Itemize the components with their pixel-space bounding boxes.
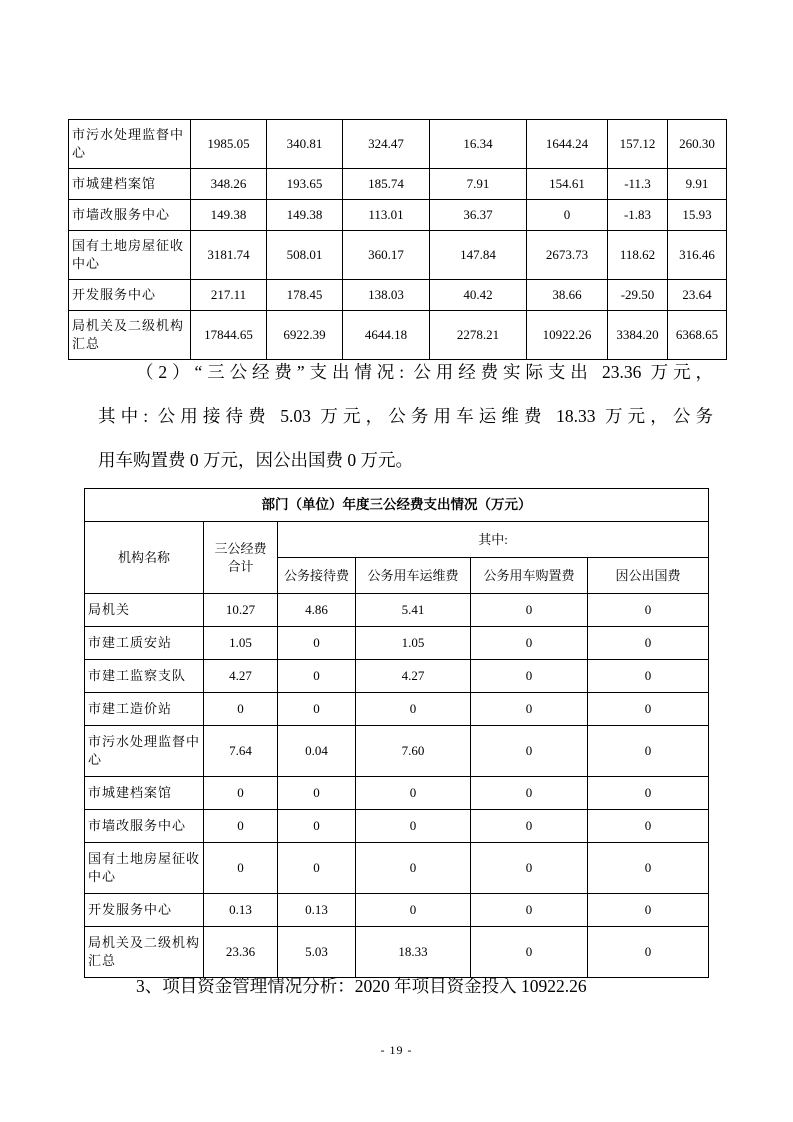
value-cell: 348.26 <box>191 169 267 200</box>
value-cell: 138.03 <box>343 280 430 311</box>
value-cell: 0 <box>356 894 471 927</box>
org-name-cell: 市建工质安站 <box>85 627 204 660</box>
value-cell: 260.30 <box>668 120 727 169</box>
org-name-cell: 开发服务中心 <box>69 280 191 311</box>
value-cell: 1985.05 <box>191 120 267 169</box>
value-cell: 4.86 <box>278 594 356 627</box>
value-cell: 0 <box>588 693 709 726</box>
value-cell: 17844.65 <box>191 311 267 360</box>
value-cell: 154.61 <box>527 169 608 200</box>
value-cell: 118.62 <box>608 231 668 280</box>
value-cell: 4644.18 <box>343 311 430 360</box>
value-cell: 0 <box>204 843 278 894</box>
value-cell: 157.12 <box>608 120 668 169</box>
value-cell: 0 <box>278 660 356 693</box>
total-header-line: 合计 <box>227 558 254 574</box>
vehicle-maintenance-header: 公务用车运维费 <box>356 558 471 594</box>
value-cell: 178.45 <box>267 280 343 311</box>
table-row <box>85 894 709 927</box>
table-row <box>85 726 709 777</box>
table-row <box>69 169 727 200</box>
value-cell: 0 <box>471 843 588 894</box>
table-row <box>85 810 709 843</box>
value-cell: 0 <box>588 660 709 693</box>
value-cell: 10922.26 <box>527 311 608 360</box>
value-cell: 5.03 <box>278 927 356 978</box>
value-cell: 0 <box>278 810 356 843</box>
value-cell: 0 <box>588 627 709 660</box>
value-cell: 316.46 <box>668 231 727 280</box>
value-cell: 0 <box>471 594 588 627</box>
table-row <box>69 120 727 169</box>
value-cell: 2673.73 <box>527 231 608 280</box>
table-row <box>85 594 709 627</box>
org-name-cell: 开发服务中心 <box>85 894 204 927</box>
value-cell: 149.38 <box>267 200 343 231</box>
value-cell: 0.13 <box>204 894 278 927</box>
value-cell: 0.13 <box>278 894 356 927</box>
org-name-header: 机构名称 <box>85 522 204 594</box>
table-title: 部门（单位）年度三公经费支出情况（万元） <box>85 489 709 522</box>
project-funds-line: 3、项目资金管理情况分析：2020 年项目资金投入 10922.26 <box>136 976 587 996</box>
value-cell: 3384.20 <box>608 311 668 360</box>
value-cell: 36.37 <box>430 200 527 231</box>
value-cell: 9.91 <box>668 169 727 200</box>
value-cell: 0 <box>588 726 709 777</box>
table-header-row-1 <box>85 522 709 558</box>
value-cell: 0 <box>471 660 588 693</box>
value-cell: 7.91 <box>430 169 527 200</box>
sangong-table-body <box>85 594 709 978</box>
value-cell: 0 <box>204 693 278 726</box>
table-row <box>85 693 709 726</box>
value-cell: 113.01 <box>343 200 430 231</box>
value-cell: 324.47 <box>343 120 430 169</box>
value-cell: 147.84 <box>430 231 527 280</box>
org-name-cell: 局机关及二级机构汇总 <box>69 311 191 360</box>
value-cell: -29.50 <box>608 280 668 311</box>
value-cell: 38.66 <box>527 280 608 311</box>
paragraph-line: 其中: 公用接待费 5.03 万元，公务用车运维费 18.33 万元，公务 <box>98 406 713 426</box>
value-cell: 0 <box>356 693 471 726</box>
value-cell: 15.93 <box>668 200 727 231</box>
value-cell: 0 <box>471 777 588 810</box>
value-cell: 217.11 <box>191 280 267 311</box>
org-name-cell: 局机关及二级机构汇总 <box>85 927 204 978</box>
value-cell: 0.04 <box>278 726 356 777</box>
among-which-header: 其中: <box>278 522 709 558</box>
value-cell: 6922.39 <box>267 311 343 360</box>
value-cell: 0 <box>588 894 709 927</box>
org-name-cell: 市墙改服务中心 <box>85 810 204 843</box>
value-cell: 0 <box>527 200 608 231</box>
org-name-cell: 市建工造价站 <box>85 693 204 726</box>
reception-fee-header: 公务接待费 <box>278 558 356 594</box>
org-name-cell: 市城建档案馆 <box>69 169 191 200</box>
org-name-cell: 市污水处理监督中心 <box>69 120 191 169</box>
value-cell: 340.81 <box>267 120 343 169</box>
value-cell: 18.33 <box>356 927 471 978</box>
value-cell: 0 <box>471 693 588 726</box>
value-cell: 0 <box>471 894 588 927</box>
value-cell: 7.64 <box>204 726 278 777</box>
value-cell: 0 <box>356 843 471 894</box>
page-number: - 19 - <box>380 1043 413 1057</box>
table-row <box>85 843 709 894</box>
overseas-trip-header: 因公出国费 <box>588 558 709 594</box>
value-cell: -11.3 <box>608 169 668 200</box>
table-row <box>69 200 727 231</box>
value-cell: 149.38 <box>191 200 267 231</box>
paragraph-line: 用车购置费 0 万元，因公出国费 0 万元。 <box>98 450 413 470</box>
budget-table-body <box>69 120 727 360</box>
value-cell: 193.65 <box>267 169 343 200</box>
table-row <box>69 280 727 311</box>
value-cell: 0 <box>588 594 709 627</box>
total-header <box>204 522 278 594</box>
value-cell: -1.83 <box>608 200 668 231</box>
org-name-cell: 国有土地房屋征收中心 <box>69 231 191 280</box>
value-cell: 1644.24 <box>527 120 608 169</box>
value-cell: 3181.74 <box>191 231 267 280</box>
value-cell: 4.27 <box>204 660 278 693</box>
sangong-table <box>84 488 709 978</box>
value-cell: 0 <box>204 777 278 810</box>
value-cell: 2278.21 <box>430 311 527 360</box>
paragraph-line: （2）“三公经费”支出情况: 公用经费实际支出 23.36 万元， <box>136 362 713 382</box>
value-cell: 40.42 <box>430 280 527 311</box>
table-title-row <box>85 489 709 522</box>
table-row <box>85 627 709 660</box>
value-cell: 0 <box>356 777 471 810</box>
table-row <box>85 660 709 693</box>
table-row <box>69 231 727 280</box>
vehicle-purchase-header: 公务用车购置费 <box>471 558 588 594</box>
value-cell: 0 <box>278 843 356 894</box>
value-cell: 0 <box>204 810 278 843</box>
sangong-table-head <box>85 489 709 594</box>
value-cell: 185.74 <box>343 169 430 200</box>
budget-expenditure-table <box>68 119 727 360</box>
value-cell: 360.17 <box>343 231 430 280</box>
value-cell: 508.01 <box>267 231 343 280</box>
total-header-line: 三公经费 <box>214 540 267 556</box>
value-cell: 23.64 <box>668 280 727 311</box>
org-name-cell: 市城建档案馆 <box>85 777 204 810</box>
org-name-cell: 局机关 <box>85 594 204 627</box>
value-cell: 5.41 <box>356 594 471 627</box>
org-name-cell: 市建工监察支队 <box>85 660 204 693</box>
value-cell: 0 <box>278 693 356 726</box>
value-cell: 1.05 <box>356 627 471 660</box>
org-name-cell: 市墙改服务中心 <box>69 200 191 231</box>
value-cell: 6368.65 <box>668 311 727 360</box>
value-cell: 0 <box>471 927 588 978</box>
org-name-cell: 市污水处理监督中心 <box>85 726 204 777</box>
value-cell: 16.34 <box>430 120 527 169</box>
sangong-paragraph <box>98 350 713 482</box>
value-cell: 10.27 <box>204 594 278 627</box>
value-cell: 1.05 <box>204 627 278 660</box>
table-row <box>85 777 709 810</box>
value-cell: 0 <box>278 777 356 810</box>
value-cell: 23.36 <box>204 927 278 978</box>
value-cell: 0 <box>588 810 709 843</box>
value-cell: 0 <box>471 726 588 777</box>
value-cell: 0 <box>588 777 709 810</box>
value-cell: 4.27 <box>356 660 471 693</box>
value-cell: 7.60 <box>356 726 471 777</box>
value-cell: 0 <box>588 843 709 894</box>
org-name-cell: 国有土地房屋征收中心 <box>85 843 204 894</box>
value-cell: 0 <box>471 627 588 660</box>
value-cell: 0 <box>278 627 356 660</box>
value-cell: 0 <box>356 810 471 843</box>
value-cell: 0 <box>471 810 588 843</box>
value-cell: 0 <box>588 927 709 978</box>
